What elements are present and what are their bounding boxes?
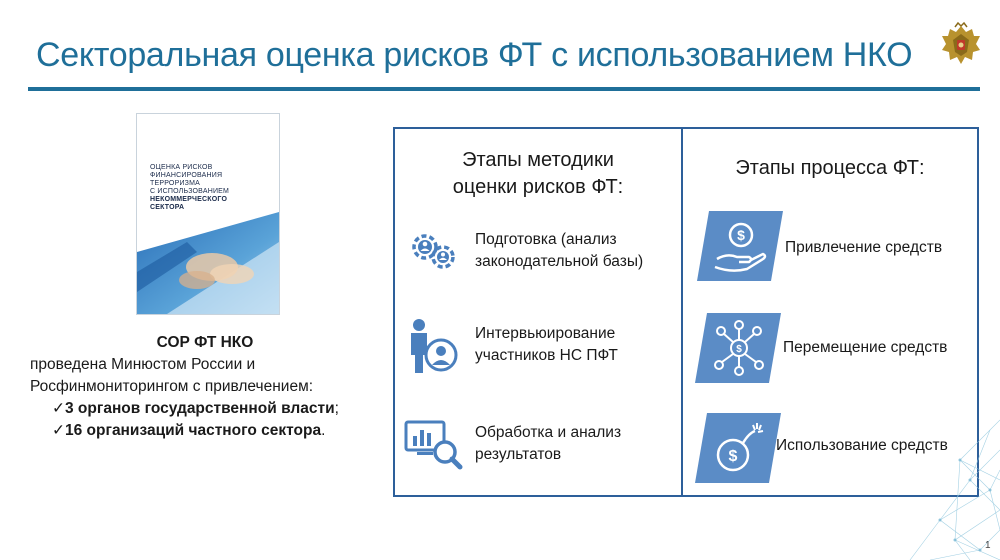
cover-line-bold: НЕКОММЕРЧЕСКОГО bbox=[150, 196, 228, 203]
step-label bbox=[475, 422, 621, 466]
cover-line-bold: СЕКТОРА bbox=[150, 204, 185, 211]
report-caption bbox=[30, 332, 380, 442]
title-underline bbox=[28, 87, 980, 91]
cover-title bbox=[150, 164, 272, 212]
caption-item-tail: ; bbox=[334, 400, 339, 417]
step-label bbox=[475, 229, 643, 273]
step-label-line: Интервьюирование bbox=[475, 325, 616, 342]
methodology-step bbox=[403, 221, 643, 281]
heading-line: оценки рисков ФТ: bbox=[452, 176, 624, 198]
caption-title: СОР ФТ НКО bbox=[156, 334, 254, 351]
cover-line: ОЦЕНКА РИСКОВ bbox=[150, 164, 213, 171]
step-label-line: Обработка и анализ bbox=[475, 424, 622, 441]
caption-line: проведена Минюстом России и bbox=[30, 356, 256, 373]
cover-photo-image bbox=[137, 212, 279, 314]
coin-bomb-icon bbox=[695, 411, 781, 485]
methodology-panel bbox=[393, 127, 683, 497]
gears-people-icon bbox=[403, 221, 463, 281]
slide-title: Секторальная оценка рисков ФТ с использованием НКО bbox=[36, 36, 913, 74]
analysis-icon bbox=[403, 414, 463, 474]
step-label-line: законодательной базы) bbox=[475, 253, 644, 270]
caption-line: Росфинмониторингом с привлечением: bbox=[30, 378, 314, 395]
stage-label: Привлечение средств bbox=[785, 239, 943, 256]
page-number: 1 bbox=[985, 540, 991, 551]
report-cover bbox=[136, 113, 280, 315]
methodology-step bbox=[403, 315, 618, 375]
cover-line: С ИСПОЛЬЗОВАНИЕМ bbox=[150, 188, 230, 195]
svg-text:$: $ bbox=[728, 448, 738, 465]
stage-label: Использование средств bbox=[776, 437, 948, 454]
decorative-network-graphic bbox=[870, 400, 1000, 560]
svg-text:$: $ bbox=[737, 227, 745, 243]
caption-item-bold: 16 организаций частного сектора bbox=[65, 422, 322, 439]
caption-item-tail: . bbox=[321, 422, 326, 439]
step-label bbox=[475, 323, 618, 367]
checkmark-icon: ✓ bbox=[52, 422, 65, 439]
step-label-line: результатов bbox=[475, 446, 562, 463]
hand-coin-icon bbox=[697, 209, 783, 283]
methodology-step bbox=[403, 414, 621, 474]
heading-line: Этапы методики bbox=[462, 149, 614, 171]
cover-line: ТЕРРОРИЗМА bbox=[150, 180, 201, 187]
caption-list-item bbox=[30, 420, 380, 442]
network-coin-icon bbox=[695, 311, 781, 385]
checkmark-icon: ✓ bbox=[52, 400, 65, 417]
caption-list-item bbox=[30, 398, 380, 420]
process-heading: Этапы процесса ФТ: bbox=[735, 157, 925, 179]
methodology-heading bbox=[395, 147, 681, 201]
step-label-line: участников НС ПФТ bbox=[475, 347, 618, 364]
step-label-line: Подготовка (анализ bbox=[475, 231, 617, 248]
caption-item-bold: 3 органов государственной власти bbox=[65, 400, 335, 417]
emblem-icon bbox=[936, 20, 986, 70]
interview-icon bbox=[403, 315, 463, 375]
cover-line: ФИНАНСИРОВАНИЯ bbox=[150, 172, 223, 179]
svg-text:$: $ bbox=[736, 344, 742, 355]
stage-label: Перемещение средств bbox=[783, 339, 948, 356]
